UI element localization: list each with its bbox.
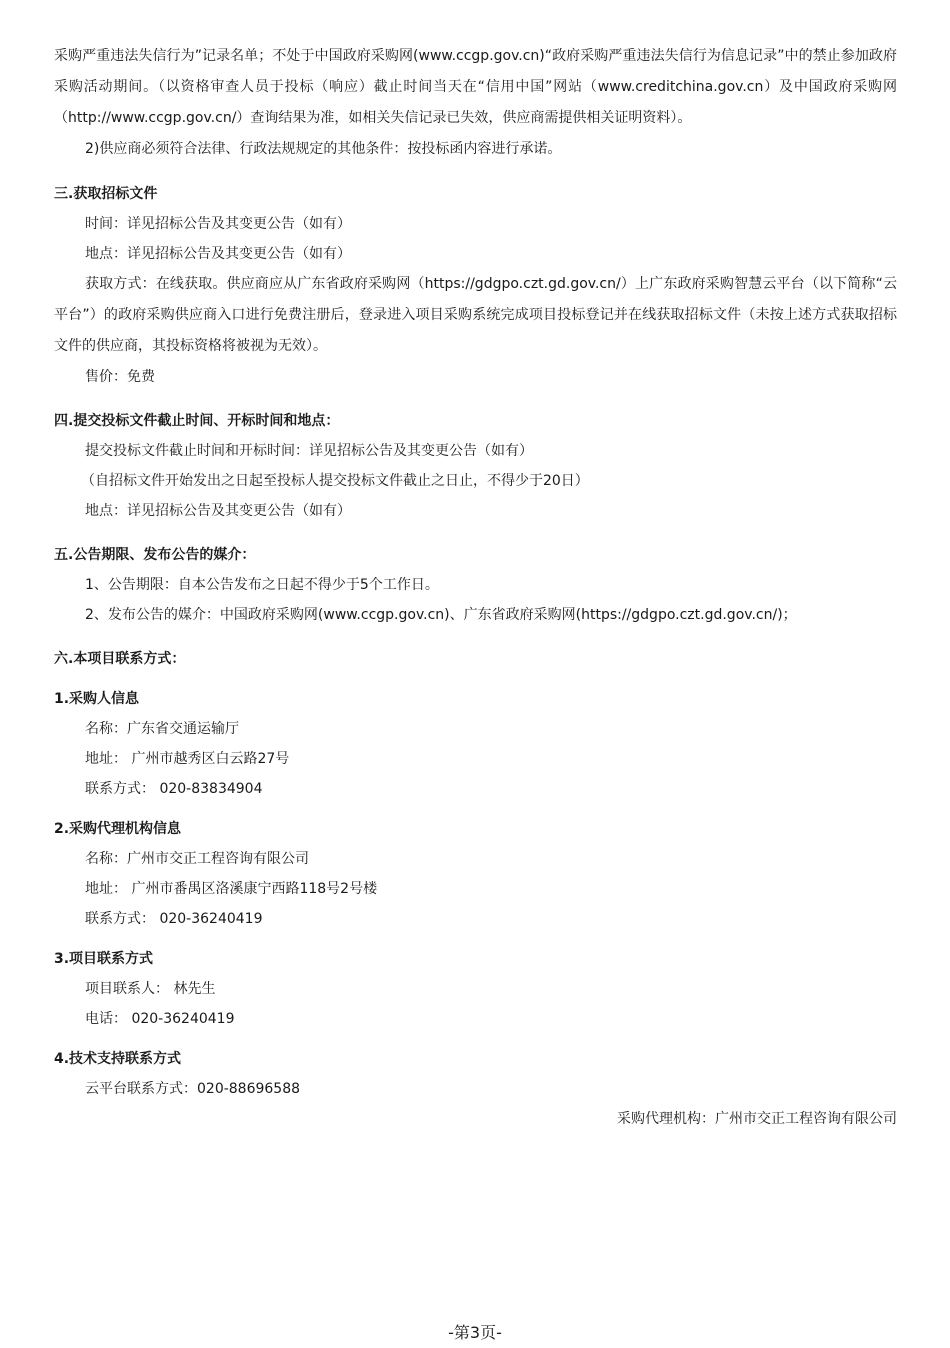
section-4-place: 地点：详见招标公告及其变更公告（如有）	[85, 503, 351, 519]
tech-support-heading: 4.技术支持联系方式	[54, 1051, 182, 1067]
purchaser-info	[54, 684, 897, 804]
agency-name: 名称：广州市交正工程咨询有限公司	[85, 851, 309, 867]
agency-contact: 联系方式： 020-36240419	[85, 911, 263, 927]
project-contact-heading: 3.项目联系方式	[54, 951, 154, 967]
section-4-deadline: 提交投标文件截止时间和开标时间：详见招标公告及其变更公告（如有）	[85, 443, 533, 459]
purchaser-name: 名称：广东省交通运输厅	[85, 721, 239, 737]
project-contact	[54, 944, 897, 1034]
section-4-note: （自招标文件开始发出之日起至投标人提交投标文件截止之日止，不得少于20日）	[81, 473, 589, 489]
section-6-heading: 六.本项目联系方式：	[54, 651, 186, 667]
intro-paragraph-2: 2)供应商必须符合法律、行政法规规定的其他条件：按投标函内容进行承诺。	[85, 141, 562, 157]
purchaser-address: 地址： 广州市越秀区白云路27号	[85, 751, 290, 767]
page-number: -第3页-	[448, 1323, 502, 1342]
section-3-time: 时间：详见招标公告及其变更公告（如有）	[85, 216, 351, 232]
section-3-heading: 三.获取招标文件	[54, 186, 158, 202]
signature: 采购代理机构：广州市交正工程咨询有限公司	[617, 1111, 897, 1127]
agency-heading: 2.采购代理机构信息	[54, 821, 182, 837]
section-5-item-2: 2、发布公告的媒介：中国政府采购网(www.ccgp.gov.cn)、广东省政府采购网(https://gdgpo.czt.gd.gov.cn/)；	[85, 607, 797, 623]
purchaser-contact: 联系方式： 020-83834904	[85, 781, 263, 797]
intro-paragraph-1: 采购严重违法失信行为”记录名单；不处于中国政府采购网(www.ccgp.gov.cn)“政府采购严重违法失信行为信息记录”中的禁止参加政府采购活动期间。（以资格审查人员于投标（响应）截止时间当天在“信用中国”网站（www.creditchina.gov.cn）及中国政府采购网（http://www.ccgp.gov.cn/）查询结果为准，如相关失信记录已失效，供应商需提供相关证明资料）。	[54, 48, 897, 126]
tech-support-cloud: 云平台联系方式：020-88696588	[85, 1081, 301, 1097]
project-contact-phone: 电话： 020-36240419	[85, 1011, 235, 1027]
section-6	[54, 644, 897, 1104]
purchaser-heading: 1.采购人信息	[54, 691, 140, 707]
section-3	[54, 179, 897, 392]
section-3-price: 售价：免费	[85, 369, 155, 385]
section-3-method: 获取方式：在线获取。供应商应从广东省政府采购网（https://gdgpo.czt.gd.gov.cn/）上广东政府采购智慧云平台（以下简称“云平台”）的政府采购供应商入口进行免费注册后，登录进入项目采购系统完成项目投标登记并在线获取招标文件（未按上述方式获取招标文件的供应商，其投标资格将被视为无效）。	[54, 276, 897, 354]
project-contact-person: 项目联系人： 林先生	[85, 981, 216, 997]
document-body	[54, 41, 897, 1134]
section-5-item-1: 1、公告期限：自本公告发布之日起不得少于5个工作日。	[85, 577, 439, 593]
section-3-place: 地点：详见招标公告及其变更公告（如有）	[85, 246, 351, 262]
section-5-heading: 五.公告期限、发布公告的媒介：	[54, 547, 256, 563]
section-5	[54, 540, 897, 630]
section-4	[54, 406, 897, 526]
agency-address: 地址： 广州市番禺区洛溪康宁西路118号2号楼	[85, 881, 378, 897]
section-4-heading: 四.提交投标文件截止时间、开标时间和地点：	[54, 413, 340, 429]
agency-info	[54, 814, 897, 934]
tech-support-contact	[54, 1044, 897, 1104]
